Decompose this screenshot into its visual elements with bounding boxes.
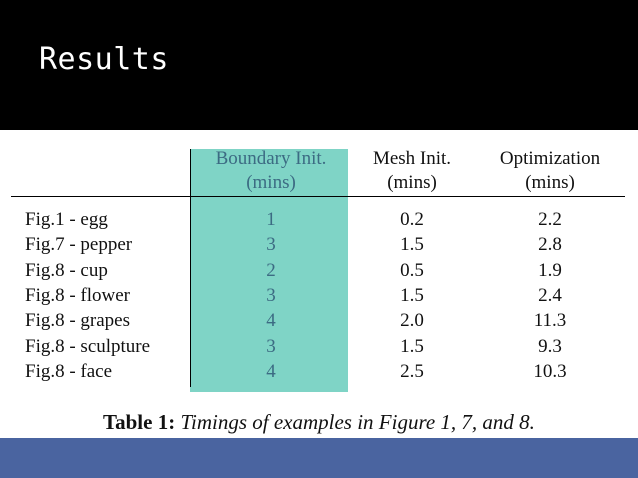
caption-text: Timings of examples in Figure 1, 7, and 8. bbox=[175, 410, 535, 434]
cell-optimization: 2.2 bbox=[538, 209, 562, 230]
header-optimization-line1: Optimization bbox=[499, 148, 601, 169]
header-mesh-line2: (mins) bbox=[387, 172, 437, 193]
cell-optimization: 9.3 bbox=[538, 335, 562, 357]
cell-mesh: 0.5 bbox=[400, 259, 424, 281]
header-boundary-line2: (mins) bbox=[246, 172, 296, 193]
cell-boundary: 4 bbox=[266, 360, 276, 382]
cell-name: Fig.7 - pepper bbox=[25, 234, 133, 256]
cell-mesh: 1.5 bbox=[400, 284, 424, 306]
cell-optimization: 10.3 bbox=[533, 360, 567, 382]
slide-footer-bar bbox=[0, 438, 638, 478]
cell-boundary: 1 bbox=[266, 209, 276, 230]
header-mesh bbox=[357, 147, 467, 195]
cell-mesh: 2.5 bbox=[400, 360, 424, 382]
header-boundary bbox=[196, 147, 346, 195]
header-optimization-line2: (mins) bbox=[525, 172, 575, 193]
cell-optimization: 2.4 bbox=[538, 284, 562, 306]
cell-mesh: 2.0 bbox=[400, 310, 424, 332]
slide-header bbox=[0, 0, 638, 130]
cell-mesh: 1.5 bbox=[400, 234, 424, 256]
header-rule bbox=[11, 196, 625, 197]
table-caption bbox=[0, 410, 638, 435]
cell-boundary: 3 bbox=[266, 284, 276, 306]
cell-boundary: 3 bbox=[266, 234, 276, 256]
slide-title: Results bbox=[39, 42, 169, 77]
cell-name: Fig.8 - face bbox=[25, 360, 113, 382]
cell-name: Fig.8 - cup bbox=[25, 259, 108, 281]
cell-mesh: 0.2 bbox=[400, 209, 424, 230]
cell-optimization: 2.8 bbox=[538, 234, 562, 256]
column-divider bbox=[190, 149, 191, 387]
caption-label: Table 1: bbox=[103, 410, 176, 434]
cell-name: Fig.1 - egg bbox=[25, 209, 108, 230]
cell-mesh: 1.5 bbox=[400, 335, 424, 357]
cell-boundary: 4 bbox=[266, 310, 276, 332]
cell-name: Fig.8 - sculpture bbox=[25, 335, 151, 357]
header-optimization bbox=[475, 147, 625, 195]
cell-boundary: 3 bbox=[266, 335, 276, 357]
header-boundary-line1: Boundary Init. bbox=[215, 148, 327, 169]
cell-name: Fig.8 - flower bbox=[25, 284, 131, 306]
cell-optimization: 1.9 bbox=[538, 259, 562, 281]
cell-optimization: 11.3 bbox=[533, 310, 567, 332]
header-mesh-line1: Mesh Init. bbox=[372, 148, 452, 169]
cell-boundary: 2 bbox=[266, 259, 276, 281]
cell-name: Fig.8 - grapes bbox=[25, 310, 131, 332]
